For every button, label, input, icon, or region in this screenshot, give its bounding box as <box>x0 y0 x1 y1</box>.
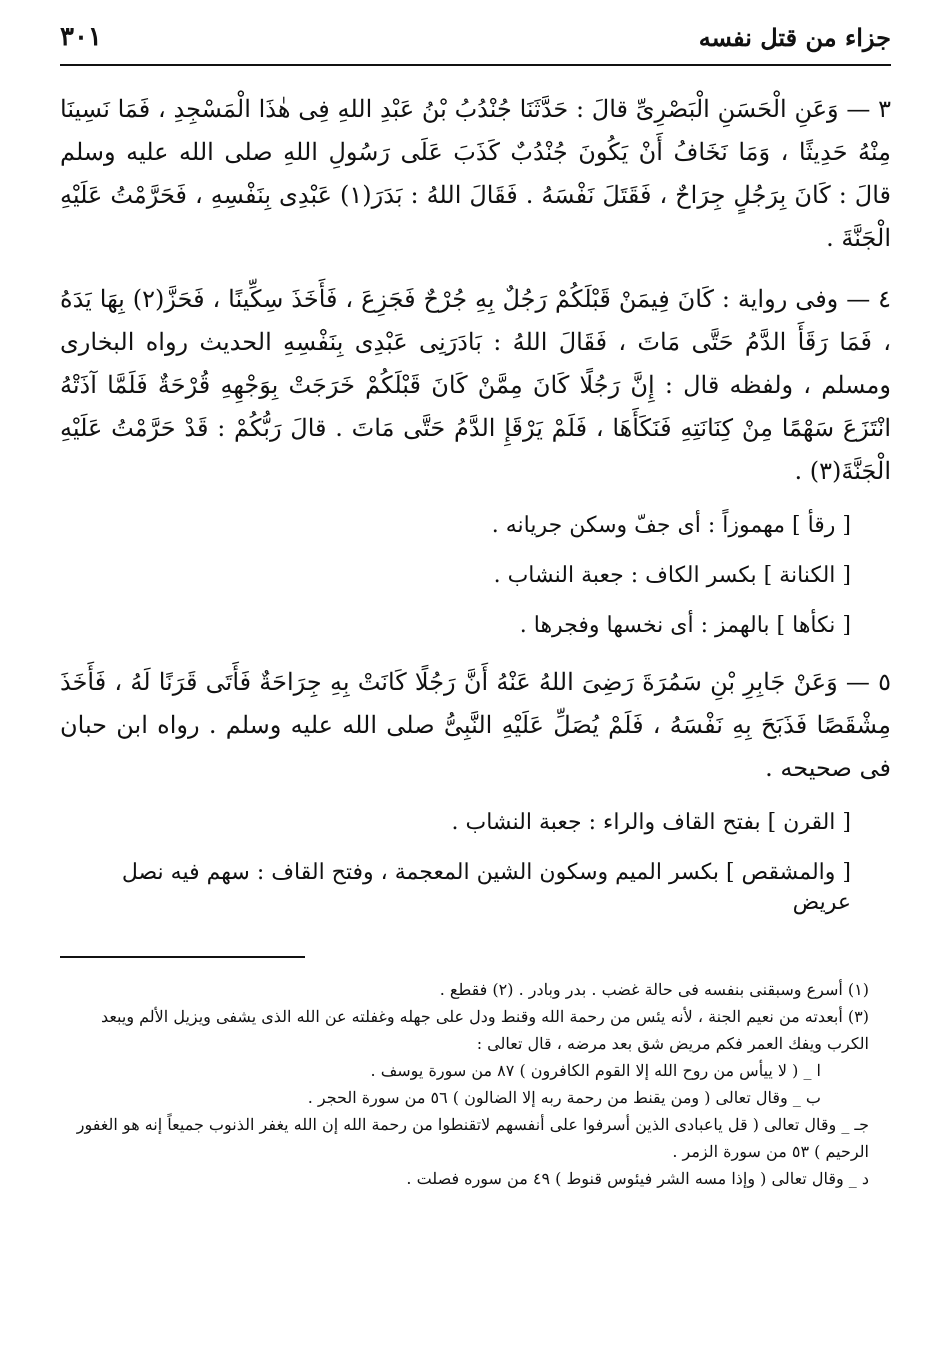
page-header <box>60 18 891 56</box>
footnote-separator <box>60 956 305 958</box>
hadith-4: ٤ — وفى رواية : كَانَ فِيمَنْ قَبْلَكُمْ رَجُلٌ بِهِ جُرْحٌ فَجَزِعَ ، فَأَخَذَ سِكِّينًا ، فَحَزَّ(٢) بِهَا يَدَهُ ، فَمَا رَقَأَ الدَّمُ حَتَّى مَاتَ ، فَقَالَ اللهُ : بَادَرَنِى عَبْدِى بِنَفْسِهِ الحديث رواه البخارى ومسلم ، ولفظه قال : إِنَّ رَجُلًا كَانَ مِمَّنْ كَانَ قَبْلَكُمْ خَرَجَتْ بِوَجْهِهِ قُرْحَةٌ فَلَمَّا آذَتْهُ انْتَزَعَ سَهْمًا مِنْ كِنَانَتِهِ فَنَكَأَهَا ، فَلَمْ يَرْقَإِ الدَّمُ حَتَّى مَاتَ . قالَ رَبُّكُمْ : قَدْ حَرَّمْتُ عَلَيْهِ الْجَنَّةَ(٣) . <box>60 285 892 485</box>
header-rule <box>60 64 891 66</box>
footnote-1-2: (١) أسرع وسبقنى بنفسه فى حالة غضب . بدر وبادر . (٢) فقطع . <box>439 980 869 999</box>
hadith-5: ٥ — وَعَنْ جَابِرِ بْنِ سَمُرَةَ رَضِىَ اللهُ عَنْهُ أَنَّ رَجُلًا كَانَتْ بِهِ جِرَاحَةٌ فَأَتَى قَرَنًا لَهُ ، فَأَخَذَ مِشْقَصًا فَذَبَحَ بِهِ نَفْسَهُ ، فَلَمْ يُصَلِّ عَلَيْهِ النَّبِىُّ صلى الله عليه وسلم . رواه ابن حبان فى صحيحه . <box>60 668 891 782</box>
gloss-nakaaha: [ نكأها ] بالهمز : أى نخسها وفجرها . <box>519 613 851 638</box>
footnote-3-d: د _ وقال تعالى ( وإذا مسه الشر فيئوس قنوط ) ٤٩ من سوره فصلت . <box>406 1169 869 1188</box>
gloss-mishqas: [ والمشقص ] بكسر الميم وسكون الشين المعجمة ، وفتح القاف : سهم فيه نصل عريض <box>121 860 851 915</box>
gloss-kinana: [ الكنانة ] بكسر الكاف : جعبة النشاب . <box>493 563 851 588</box>
footnote-3-b: ب _ وقال تعالى ( ومن يقنط من رحمة ربه إلا الضالون ) ٥٦ من سورة الحجر . <box>307 1088 821 1107</box>
running-title: جزاء من قتل نفسه <box>698 22 891 52</box>
footnote-3-a: ا _ ( لا ييأس من روح الله إلا القوم الكافرون ) ٨٧ من سورة يوسف . <box>370 1061 821 1080</box>
gloss-qarn: [ القرن ] بفتح القاف والراء : جعبة النشاب . <box>451 810 851 835</box>
gloss-raqa: [ رقأ ] مهموزاً : أى جفّ وسكن جريانه . <box>491 513 851 538</box>
page-number: ٣٠١ <box>60 22 102 52</box>
hadith-3: ٣ — وَعَنِ الْحَسَنِ الْبَصْرِىِّ قالَ : حَدَّثَنَا جُنْدُبُ بْنُ عَبْدِ اللهِ فِى هٰذَا الْمَسْجِدِ ، فَمَا نَسِينَا مِنْهُ حَدِيثًا ، وَمَا نَخَافُ أَنْ يَكُونَ جُنْدُبٌ كَذَبَ عَلَى رَسُولِ اللهِ صلى الله عليه وسلم قالَ : كَانَ بِرَجُلٍ جِرَاحٌ ، فَقَتَلَ نَفْسَهُ . فَقَالَ اللهُ : بَدَرَ(١) عَبْدِى بِنَفْسِهِ ، فَحَرَّمْتُ عَلَيْهِ الْجَنَّةَ . <box>60 95 892 252</box>
footnote-3-c: جـ _ وقال تعالى ( قل ياعبادى الذين أسرفوا على أنفسهم لاتقنطوا من رحمة الله إن الله يغفر الذنوب جميعاً إنه هو الغفور الرحيم ) ٥٣ من سورة الزمر . <box>76 1115 869 1161</box>
footnote-3: (٣) أبعدته من نعيم الجنة ، لأنه يئس من رحمة الله وقنط ودل على جهله وغفلته عن الله الذى يشفى ويزيل الألم ويبعد الكرب ويفك العمر فكم مريض شق بعد مرضه ، قال تعالى : <box>100 1007 869 1053</box>
